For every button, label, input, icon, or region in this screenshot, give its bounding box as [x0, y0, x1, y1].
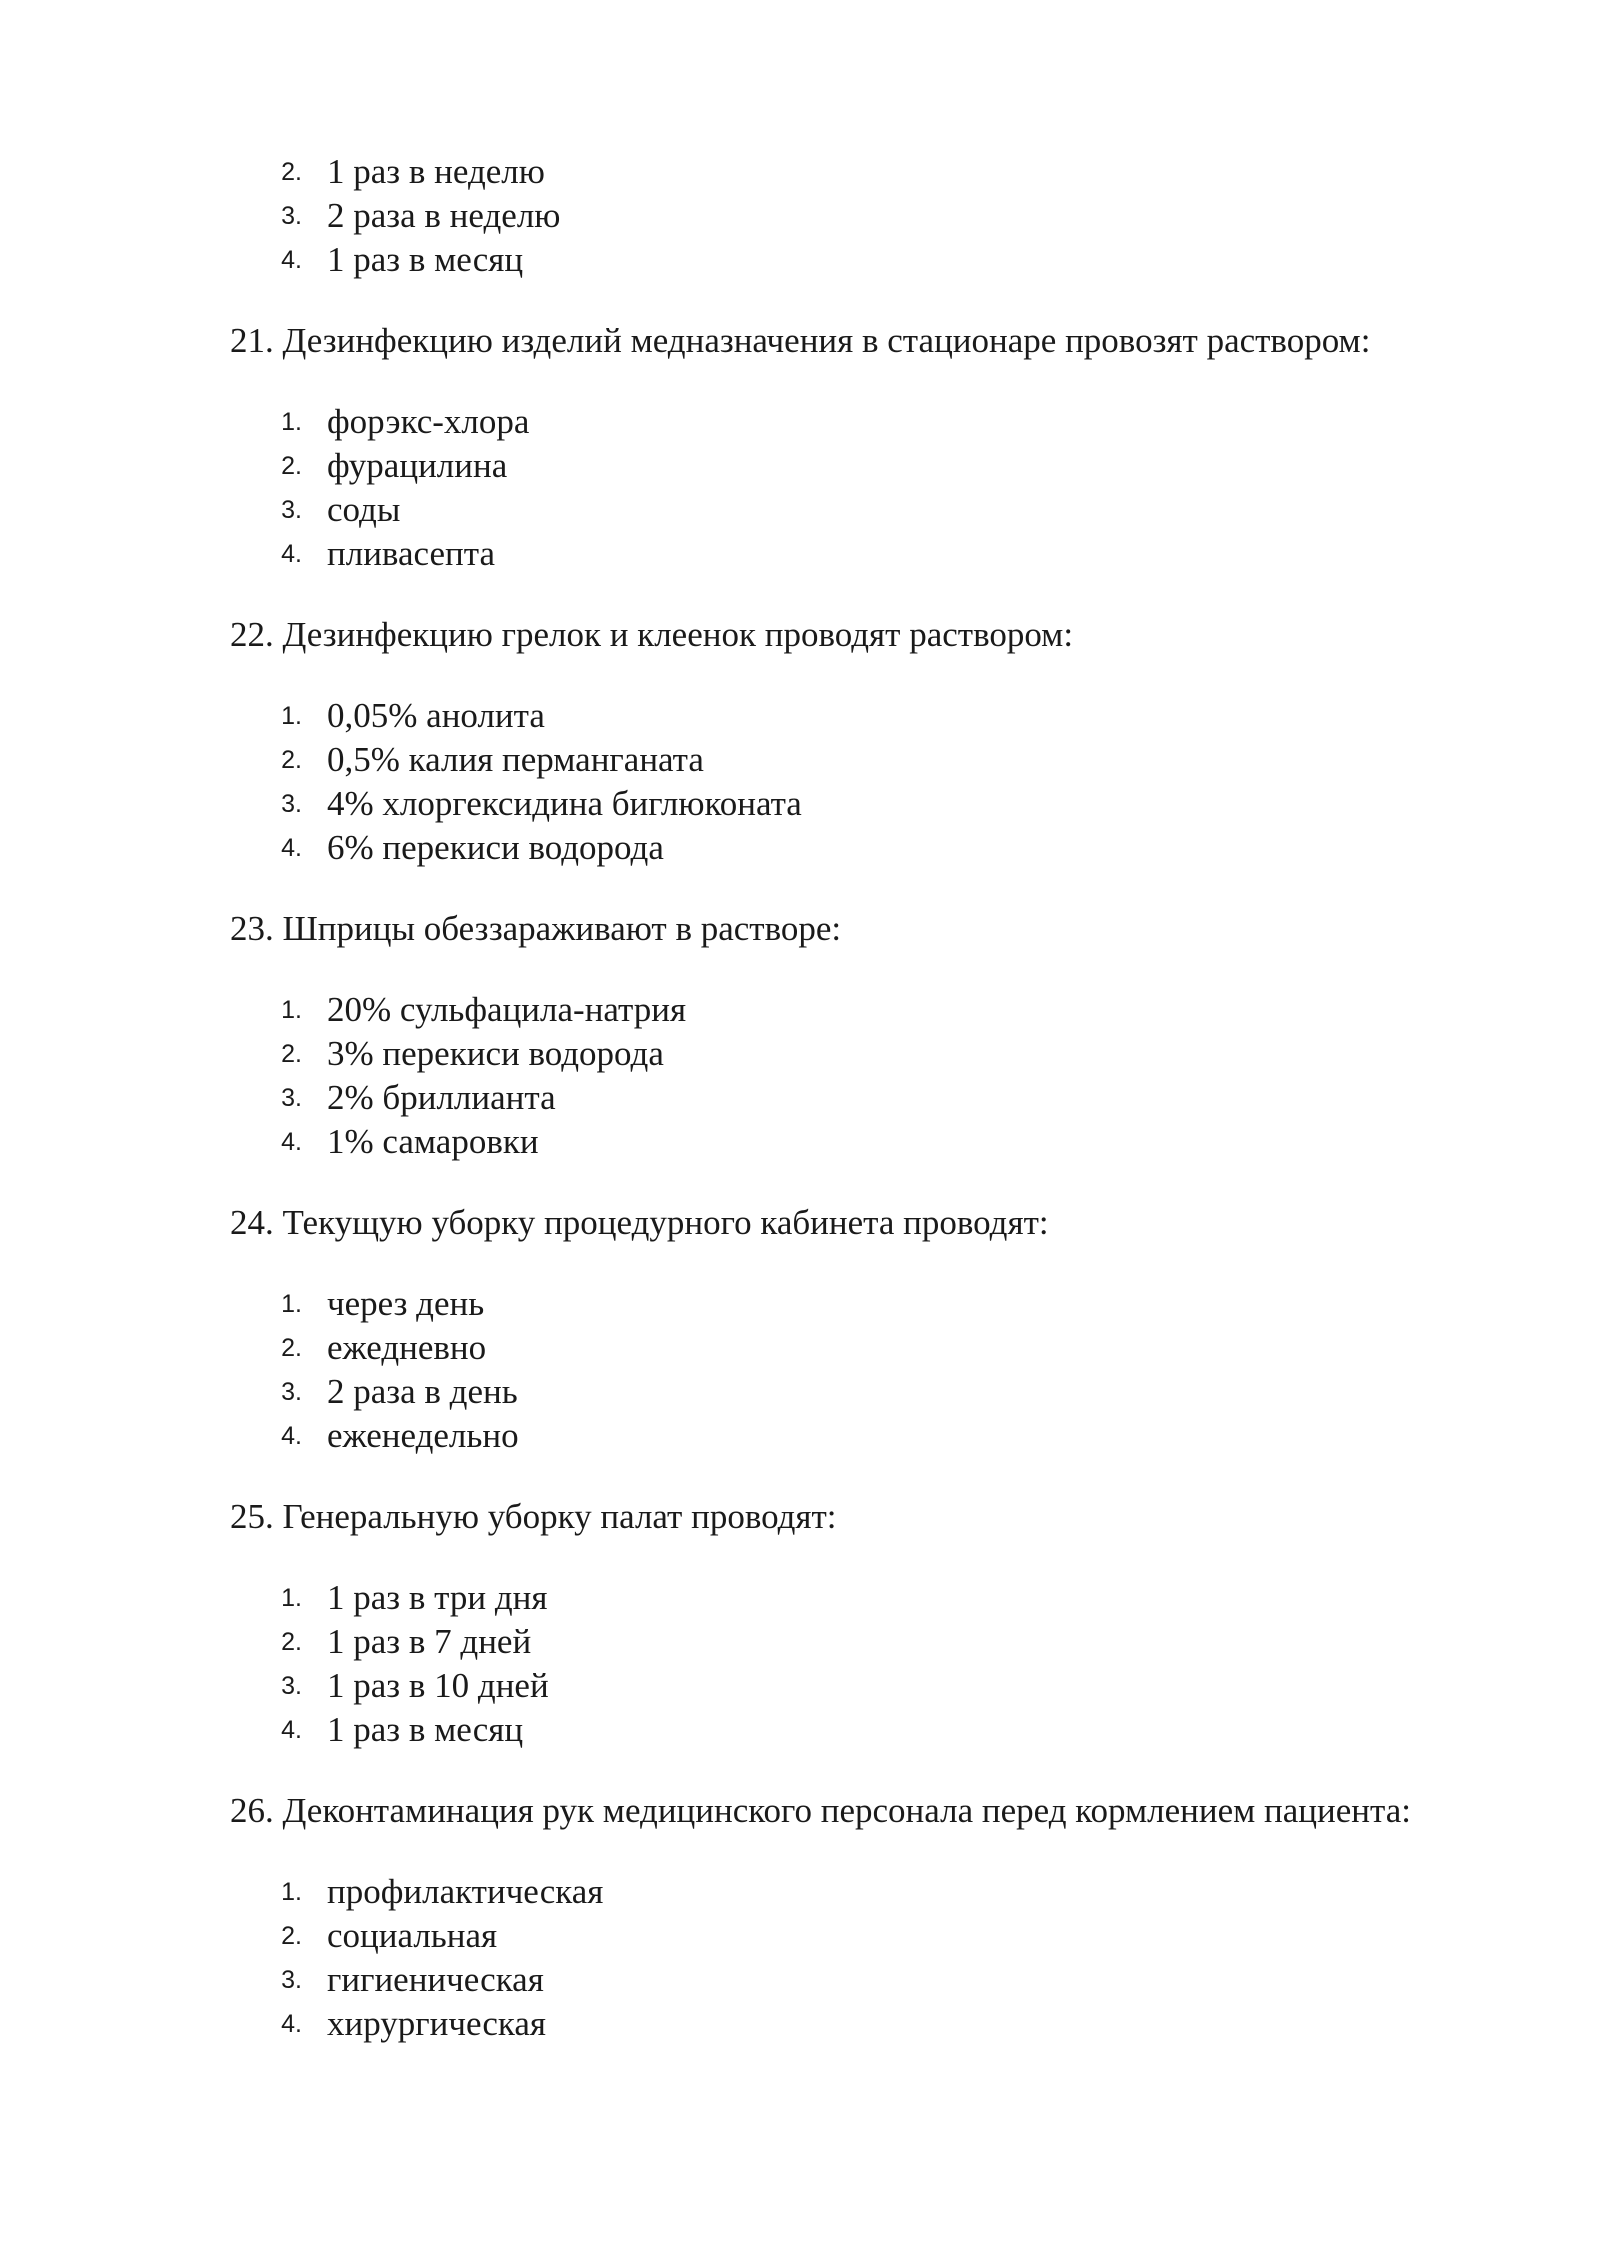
option-text: 6% перекиси водорода [327, 828, 664, 867]
question-number: 23. [230, 909, 274, 948]
option-text: фурацилина [327, 446, 508, 485]
option-text: 1 раз в 7 дней [327, 1622, 532, 1661]
question-number: 24. [230, 1203, 274, 1242]
option-number: 2. [281, 1334, 302, 1362]
question-number: 26. [230, 1791, 274, 1830]
options-list-25 [230, 1576, 1494, 1752]
option-number: 3. [281, 1378, 302, 1406]
intro-options-list [230, 150, 1494, 282]
option-text: гигиеническая [327, 1960, 544, 1999]
question-text: Дезинфекцию изделий медназначения в стационаре провозят раствором: [282, 321, 1371, 360]
option-item [230, 532, 1494, 576]
option-number: 2. [281, 158, 302, 186]
option-item [230, 400, 1494, 444]
option-text: 0,05% анолита [327, 696, 545, 735]
question-23 [230, 907, 1494, 951]
option-item [230, 238, 1494, 282]
option-text: 1 раз в месяц [327, 240, 524, 279]
option-text: профилактическая [327, 1872, 604, 1911]
option-number: 1. [281, 1290, 302, 1318]
option-text: 1% самаровки [327, 1122, 539, 1161]
option-text: ежедневно [327, 1328, 487, 1367]
options-list-26 [230, 1870, 1494, 2046]
option-text: форэкс-хлора [327, 402, 530, 441]
option-item [230, 1032, 1494, 1076]
option-item [230, 1708, 1494, 1752]
option-item [230, 782, 1494, 826]
option-number: 2. [281, 1628, 302, 1656]
option-text: 1 раз в три дня [327, 1578, 548, 1617]
option-number: 4. [281, 1716, 302, 1744]
options-list-24 [230, 1282, 1494, 1458]
option-item [230, 1870, 1494, 1914]
question-24 [230, 1201, 1494, 1245]
question-text: Дезинфекцию грелок и клеенок проводят раствором: [282, 615, 1074, 654]
option-number: 4. [281, 540, 302, 568]
option-item [230, 1620, 1494, 1664]
document-page [230, 150, 1494, 2046]
option-item [230, 826, 1494, 870]
options-list-21 [230, 400, 1494, 576]
question-number: 25. [230, 1497, 274, 1536]
option-number: 1. [281, 1584, 302, 1612]
option-item [230, 1914, 1494, 1958]
option-number: 1. [281, 408, 302, 436]
option-number: 2. [281, 746, 302, 774]
question-21 [230, 319, 1494, 363]
option-number: 4. [281, 1128, 302, 1156]
option-item [230, 1282, 1494, 1326]
question-number: 21. [230, 321, 274, 360]
option-number: 3. [281, 1084, 302, 1112]
question-22 [230, 613, 1494, 657]
option-number: 3. [281, 1672, 302, 1700]
question-text: Деконтаминация рук медицинского персонала перед кормлением пациента: [282, 1791, 1411, 1830]
option-item [230, 1370, 1494, 1414]
option-text: соды [327, 490, 401, 529]
option-number: 3. [281, 496, 302, 524]
option-text: хирургическая [327, 2004, 547, 2043]
option-text: 1 раз в 10 дней [327, 1666, 549, 1705]
option-item [230, 1326, 1494, 1370]
question-number: 22. [230, 615, 274, 654]
option-number: 4. [281, 1422, 302, 1450]
option-number: 3. [281, 202, 302, 230]
option-text: 2 раза в день [327, 1372, 518, 1411]
option-number: 3. [281, 790, 302, 818]
option-number: 3. [281, 1966, 302, 1994]
option-item [230, 1120, 1494, 1164]
option-item [230, 1576, 1494, 1620]
option-number: 1. [281, 996, 302, 1024]
option-number: 2. [281, 452, 302, 480]
option-item [230, 194, 1494, 238]
option-text: 20% сульфацила-натрия [327, 990, 687, 1029]
option-text: социальная [327, 1916, 498, 1955]
options-list-22 [230, 694, 1494, 870]
option-number: 1. [281, 702, 302, 730]
option-item [230, 1958, 1494, 2002]
option-text: 2 раза в неделю [327, 196, 561, 235]
option-text: пливасепта [327, 534, 496, 573]
option-number: 4. [281, 246, 302, 274]
options-list-23 [230, 988, 1494, 1164]
option-number: 4. [281, 834, 302, 862]
option-number: 4. [281, 2010, 302, 2038]
option-item [230, 488, 1494, 532]
option-item [230, 988, 1494, 1032]
option-text: через день [327, 1284, 485, 1323]
question-25 [230, 1495, 1494, 1539]
option-text: 1 раз в неделю [327, 152, 545, 191]
option-number: 1. [281, 1878, 302, 1906]
option-text: еженедельно [327, 1416, 519, 1455]
question-text: Текущую уборку процедурного кабинета проводят: [282, 1203, 1049, 1242]
option-item [230, 738, 1494, 782]
question-26 [230, 1789, 1494, 1833]
option-item [230, 150, 1494, 194]
option-text: 4% хлоргексидина биглюконата [327, 784, 802, 823]
option-item [230, 1076, 1494, 1120]
option-item [230, 694, 1494, 738]
option-text: 1 раз в месяц [327, 1710, 524, 1749]
option-number: 2. [281, 1040, 302, 1068]
question-text: Генеральную уборку палат проводят: [282, 1497, 837, 1536]
option-text: 3% перекиси водорода [327, 1034, 664, 1073]
option-item [230, 444, 1494, 488]
question-text: Шприцы обеззараживают в растворе: [282, 909, 842, 948]
option-item [230, 1664, 1494, 1708]
option-item [230, 1414, 1494, 1458]
option-number: 2. [281, 1922, 302, 1950]
option-text: 2% бриллианта [327, 1078, 556, 1117]
option-item [230, 2002, 1494, 2046]
option-text: 0,5% калия перманганата [327, 740, 704, 779]
